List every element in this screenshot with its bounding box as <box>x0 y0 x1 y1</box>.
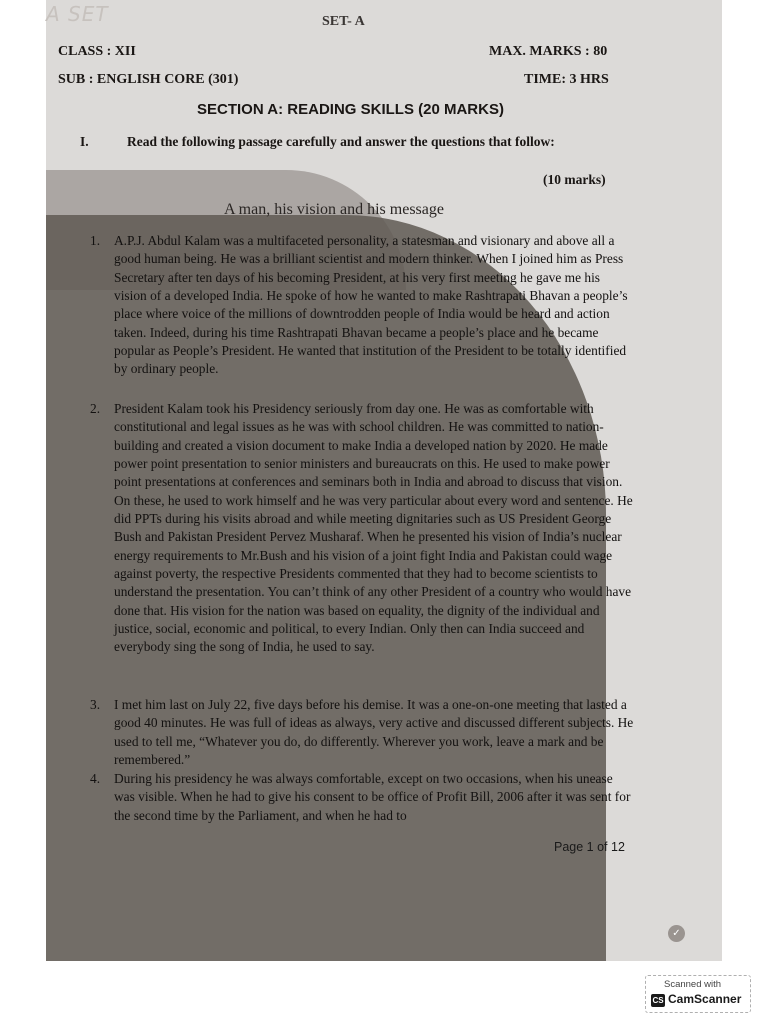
paragraph-1 <box>90 232 635 379</box>
circle-icon: ✓ <box>668 925 685 942</box>
paragraph-number: 3. <box>90 697 101 712</box>
question-number: I. <box>80 134 89 149</box>
camscanner-name: CamScanner <box>668 992 742 1006</box>
page-number: Page 1 of 12 <box>554 840 625 854</box>
paragraph-number: 2. <box>90 401 101 416</box>
paragraph-4 <box>90 770 635 825</box>
paragraph-number: 4. <box>90 771 101 786</box>
subject-label: SUB : ENGLISH CORE (301) <box>58 72 239 87</box>
question-marks: (10 marks) <box>543 172 606 187</box>
handwritten-note: A SET <box>46 2 109 26</box>
paragraph-2 <box>90 400 635 657</box>
set-label: SET- A <box>322 14 365 29</box>
paragraph-number: 1. <box>90 233 101 248</box>
section-title: SECTION A: READING SKILLS (20 MARKS) <box>197 101 504 118</box>
max-marks-label: MAX. MARKS : 80 <box>489 44 608 59</box>
paragraph-text: A.P.J. Abdul Kalam was a multifaceted personality, a statesman and visionary and above all a good human being. He was a brilliant scientist and modern thinker. When I joined him as Press Secretary after ten days of his becoming President, at his very first meeting he gave me his vision of a developed India. He spoke of how he wanted to make Rashtrapati Bhavan a people’s place where voice of the millions of downtrodden people of India would be heard and action taken. Indeed, during his time Rashtrapati Bhavan became a people’s place and he became popular as People’s President. He wanted that institution of the President to be totally identified by ordinary people. <box>114 233 628 377</box>
paragraph-text: President Kalam took his Presidency seriously from day one. He was as comfortable with constitutional and legal issues as he was with school children. He was committed to nation-building and created a vision document to make India a developed nation by 2020. He made power point presentation to senior ministers and bureaucrats on this. He used to make power point presentations at conferences and seminars both in India and abroad to discuss that vision. On these, he used to work himself and he was very particular about every word and sentence. He did PPTs during his visits abroad and while meeting dignitaries such as US President George Bush and Pakistan President Pervez Musharaf. When he presented his vision of India’s nuclear energy requirements to Mr.Bush and his vision of a joint fight India and Pakistan could wage against poverty, the respective Presidents commented that they had to become scientists to understand the presentation. You can’t think of any other President of a country who would have done that. His vision for the nation was based on equality, the dignity of the individual and justice, social, economic and political, to every Indian. Only then can India succeed and everybody sing the song of India, he used to say. <box>114 401 633 655</box>
question-instruction: Read the following passage carefully and answer the questions that follow: <box>127 134 555 149</box>
passage-title: A man, his vision and his message <box>224 201 444 218</box>
class-label: CLASS : XII <box>58 44 136 59</box>
paragraph-text: I met him last on July 22, five days before his demise. It was a one-on-one meeting that lasted a good 40 minutes. He was full of ideas as always, very active and discussed different subjects. He used to tell me, “Whatever you do, do differently. Wherever you work, leave a mark and be remembered.” <box>114 697 634 768</box>
camscanner-watermark <box>645 975 751 1013</box>
camscanner-logo-icon: CS <box>652 996 664 1005</box>
time-label: TIME: 3 HRS <box>524 72 609 87</box>
paragraph-text: During his presidency he was always comfortable, except on two occasions, when his unease was visible. When he had to give his consent to be office of Profit Bill, 2006 after it was sent for the second time by the Parliament, and when he had to <box>114 771 631 823</box>
scanned-with-text: Scanned with <box>664 979 722 990</box>
paragraph-3 <box>90 696 635 769</box>
